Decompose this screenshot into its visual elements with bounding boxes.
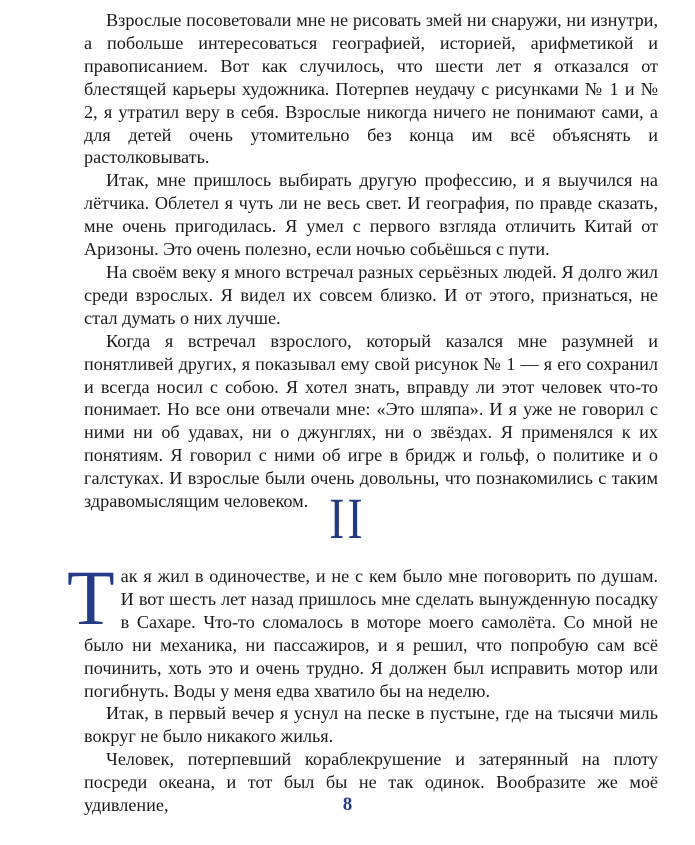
paragraph: На своём веку я много встречал разных серьёзных людей. Я долго жил среди взрослых. Я видел их совсем близко. И от этого, признаться, не стал думать о них лучше.	[84, 261, 658, 328]
paragraph: Взрослые посоветовали мне не рисовать змей ни снаружи, ни изнутри, а побольше интересоваться географией, историей, арифметикой и правописанием. Вот как случилось, что шести лет я отказался от блестящей карьеры художника. Потерпев неудачу с рисунками № 1 и № 2, я утратил веру в себя. Взрослые никогда ничего не понимают сами, а для детей очень утомительно без конца им всё объяснять и растолковывать.	[84, 10, 658, 168]
paragraph: Итак, в первый вечер я уснул на песке в пустыне, где на тысячи миль вокруг не было никакого жилья.	[84, 703, 658, 747]
page-number: 8	[342, 794, 353, 815]
paragraph-text: ак я жил в одиночестве, и не с кем было мне поговорить по душам. И вот шесть лет назад пришлось мне сделать вынужденную посадку в Сахаре. Что-то сломалось в моторе моего самолёта. Со мной не было ни механика, ни пассажиров, и я решил, что попробую сам всё починить, хоть это и очень трудно. Я должен был исправить мотор или погибнуть. Воды у меня едва хватило бы на неделю.	[84, 566, 658, 701]
chapter-number: II	[329, 486, 366, 551]
paragraph: Когда я встречал взрослого, который казался мне разумней и понятливей других, я показывал ему свой рисунок № 1 — я его сохранил и всегда носил с собою. Я хотел знать, вправду ли этот человек что-то понимает. Но все они отвечали мне: «Это шляпа». И я уже не говорил с ними ни об удавах, ни о джунглях, ни о звёздах. Я применялся к их понятиям. Я говорил с ними об игре в бридж и гольф, о политике и о галстуках. И взрослые были очень довольны, что познакомились с таким здравомыслящим человеком.	[84, 330, 658, 512]
text-section-two	[67, 554, 658, 817]
paragraph-with-drop-cap	[67, 554, 658, 702]
paragraph: Человек, потерпевший кораблекрушение и затерянный на плоту посреди океана, и тот был бы не так одинок. Вообразите же моё удивление,	[84, 749, 658, 816]
text-section-one	[84, 9, 658, 513]
paragraph: Итак, мне пришлось выбирать другую профессию, и я выучился на лётчика. Облетел я чуть ли не весь свет. И география, по правде сказать, мне очень пригодилась. Я умел с первого взгляда отличить Китай от Аризоны. Это очень полезно, если ночью собьёшься с пути.	[84, 170, 658, 260]
drop-cap-letter: Т	[67, 554, 115, 641]
